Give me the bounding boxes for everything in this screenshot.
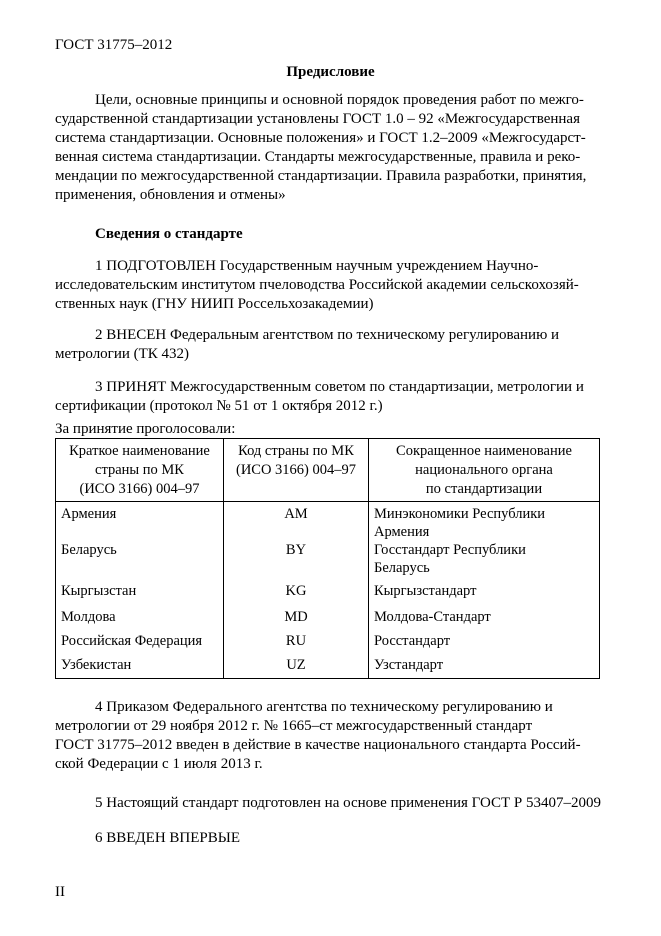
- country-cell: Беларусь: [56, 541, 224, 577]
- table-row: [56, 600, 600, 626]
- header-line: Краткое наименование: [69, 443, 210, 459]
- country-cell: Российская Федерация: [56, 626, 224, 650]
- item-3-line: сертификации (протокол № 51 от 1 октября 2012 г.): [55, 398, 383, 414]
- body-line: Беларусь: [374, 560, 430, 576]
- body-cell: [369, 650, 600, 679]
- table-row: [56, 541, 600, 577]
- body-line: Узстандарт: [374, 657, 444, 673]
- foreword-title: Предисловие: [286, 64, 375, 80]
- code-cell: UZ: [224, 650, 369, 679]
- body-cell: [369, 502, 600, 542]
- item-4-line: ГОСТ 31775–2012 введен в действие в качестве национального стандарта Россий-: [55, 737, 581, 753]
- header-country-code: [224, 439, 369, 502]
- foreword-line: применения, обновления и отмены»: [55, 187, 286, 203]
- table-row: [56, 650, 600, 679]
- item-3-line: 3 ПРИНЯТ Межгосударственным советом по стандартизации, метрологии и: [95, 379, 584, 395]
- header-line: по стандартизации: [425, 481, 543, 497]
- body-line: Росстандарт: [374, 633, 451, 649]
- item-4-line: метрологии от 29 ноября 2012 г. № 1665–ст межгосударственный стандарт: [55, 718, 533, 734]
- code-cell: RU: [224, 626, 369, 650]
- code-cell: BY: [224, 541, 369, 577]
- foreword-line: мендации по межгосударственной стандартизации. Правила разработки, принятия,: [55, 168, 587, 184]
- table-row: [56, 626, 600, 650]
- page-number: II: [55, 884, 65, 900]
- item-4-line: 4 Приказом Федерального агентства по техническому регулированию и: [95, 699, 553, 715]
- body-cell: [369, 541, 600, 577]
- vote-caption: За принятие проголосовали:: [55, 421, 236, 437]
- foreword-line: система стандартизации. Основные положения» и ГОСТ 1.2–2009 «Межгосударст-: [55, 130, 586, 146]
- country-cell: Узбекистан: [56, 650, 224, 679]
- code-cell: AM: [224, 502, 369, 542]
- table-header-row: [56, 439, 600, 502]
- voting-countries-table: [55, 438, 600, 679]
- table-row: [56, 502, 600, 542]
- body-cell: [369, 577, 600, 600]
- item-2-line: метрологии (ТК 432): [55, 346, 190, 362]
- header-line: страны по МК: [95, 462, 184, 478]
- body-cell: [369, 600, 600, 626]
- item-2-line: 2 ВНЕСЕН Федеральным агентством по техническому регулированию и: [95, 327, 560, 343]
- standard-info-title: Сведения о стандарте: [95, 226, 243, 242]
- body-line: Минэкономики Республики: [374, 506, 546, 522]
- header-country-name: [56, 439, 224, 502]
- header-line: национального органа: [415, 462, 553, 478]
- code-cell: MD: [224, 600, 369, 626]
- table-row: [56, 577, 600, 600]
- header-line: (ИСО 3166) 004–97: [79, 481, 200, 497]
- foreword-line: сударственной стандартизации установлены ГОСТ 1.0 – 92 «Межгосударственная: [55, 111, 580, 127]
- foreword-line: Цели, основные принципы и основной порядок проведения работ по межго-: [95, 92, 584, 108]
- body-line: Госстандарт Республики: [374, 542, 526, 558]
- item-1-line: исследовательским институтом пчеловодства Российской академии сельскохозяй-: [55, 277, 579, 293]
- item-1-line: 1 ПОДГОТОВЛЕН Государственным научным учреждением Научно-: [95, 258, 539, 274]
- body-line: Молдова-Стандарт: [374, 609, 491, 625]
- header-line: (ИСО 3166) 004–97: [235, 462, 357, 478]
- foreword-line: венная система стандартизации. Стандарты межгосударственные, правила и реко-: [55, 149, 581, 165]
- item-6: 6 ВВЕДЕН ВПЕРВЫЕ: [95, 830, 240, 846]
- document-id: ГОСТ 31775–2012: [55, 37, 173, 53]
- country-cell: Армения: [56, 502, 224, 542]
- body-cell: [369, 626, 600, 650]
- country-cell: Молдова: [56, 600, 224, 626]
- item-4-line: ской Федерации с 1 июля 2013 г.: [55, 756, 263, 772]
- header-line: Сокращенное наименование: [396, 443, 572, 459]
- body-line: Армения: [374, 524, 430, 540]
- item-5: 5 Настоящий стандарт подготовлен на основе применения ГОСТ Р 53407–2009: [95, 795, 601, 811]
- header-line: Код страны по МК: [238, 443, 354, 459]
- body-line: Кыргызстандарт: [374, 583, 477, 599]
- header-national-body: [369, 439, 600, 502]
- code-cell: KG: [224, 577, 369, 600]
- country-cell: Кыргызстан: [56, 577, 224, 600]
- item-1-line: ственных наук (ГНУ НИИП Россельхозакадемии): [55, 296, 374, 312]
